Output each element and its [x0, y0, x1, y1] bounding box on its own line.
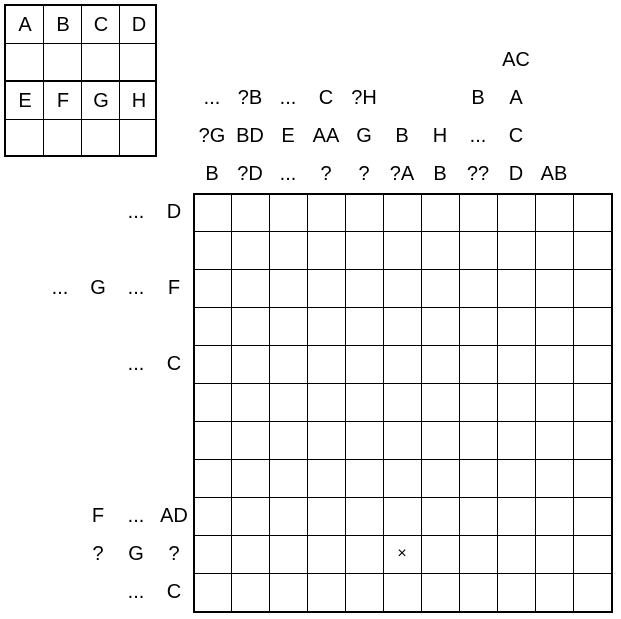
board-cell[interactable]: [231, 421, 269, 459]
board-cell[interactable]: [345, 459, 383, 497]
board-cell[interactable]: [497, 307, 535, 345]
board-cell[interactable]: [535, 535, 573, 573]
board-cell[interactable]: [421, 307, 459, 345]
row-clue: ?: [168, 543, 180, 565]
column-clue: E: [281, 125, 295, 147]
row-clue: AD: [160, 505, 188, 527]
board-cell[interactable]: [535, 345, 573, 383]
board-cell[interactable]: [345, 193, 383, 231]
board-cell[interactable]: [383, 193, 421, 231]
column-clue: D: [508, 163, 524, 185]
board-cell[interactable]: [535, 459, 573, 497]
row-clue: ...: [127, 201, 145, 223]
board-cell[interactable]: [421, 497, 459, 535]
column-clue: AC: [502, 49, 530, 71]
board-cell[interactable]: [231, 193, 269, 231]
board-cell[interactable]: [193, 345, 231, 383]
board-cell[interactable]: [535, 573, 573, 611]
column-clue: ?: [358, 163, 370, 185]
board-cell[interactable]: [231, 345, 269, 383]
column-clue: ?D: [237, 163, 263, 185]
column-clue: AB: [540, 163, 568, 185]
row-clue: G: [128, 543, 144, 565]
board-cell[interactable]: [497, 345, 535, 383]
legend-cell: B: [56, 14, 70, 36]
column-clue: ?G: [198, 125, 226, 147]
row-clue: F: [91, 505, 105, 527]
board-cell[interactable]: [535, 269, 573, 307]
legend-grid-line: [6, 80, 155, 82]
board-cell[interactable]: [535, 307, 573, 345]
legend-cell: [82, 44, 120, 82]
legend-cell: [6, 44, 44, 82]
board-cell[interactable]: [383, 535, 421, 573]
column-clue: C: [508, 125, 524, 147]
board-cell[interactable]: [383, 345, 421, 383]
board-cell[interactable]: [231, 535, 269, 573]
row-clue: ...: [127, 277, 145, 299]
board-cell[interactable]: [459, 345, 497, 383]
row-clue: F: [167, 277, 181, 299]
board-cell[interactable]: [193, 269, 231, 307]
column-clue: ...: [469, 125, 487, 147]
board-cell[interactable]: [231, 459, 269, 497]
board-cell[interactable]: [307, 307, 345, 345]
board-cell[interactable]: [269, 535, 307, 573]
board-cell[interactable]: [345, 573, 383, 611]
board-cell[interactable]: [497, 573, 535, 611]
board-cell[interactable]: [497, 421, 535, 459]
board-cell[interactable]: [535, 231, 573, 269]
column-clue: ?B: [237, 87, 263, 109]
board-cell[interactable]: [307, 535, 345, 573]
board-cell[interactable]: [269, 383, 307, 421]
board-cell[interactable]: [269, 269, 307, 307]
column-clue: G: [356, 125, 372, 147]
row-clue: G: [90, 277, 106, 299]
board-cell[interactable]: [421, 231, 459, 269]
board-cell[interactable]: [193, 231, 231, 269]
board-cell[interactable]: [193, 307, 231, 345]
board-cell[interactable]: [307, 421, 345, 459]
legend-cell: F: [56, 90, 70, 112]
board-cell[interactable]: [459, 421, 497, 459]
board-cell[interactable]: [573, 573, 611, 611]
column-clue: ??: [466, 163, 490, 185]
column-clue: AA: [312, 125, 340, 147]
column-clue: H: [432, 125, 448, 147]
board-cell[interactable]: [383, 421, 421, 459]
column-clue: ...: [279, 87, 297, 109]
board-cell[interactable]: [231, 269, 269, 307]
board-cell[interactable]: [459, 535, 497, 573]
column-clue: ...: [203, 87, 221, 109]
board-cell[interactable]: [269, 459, 307, 497]
board-cell[interactable]: [459, 573, 497, 611]
board-cell[interactable]: [193, 497, 231, 535]
row-clue: D: [166, 201, 182, 223]
board-cell[interactable]: [421, 459, 459, 497]
board-cell[interactable]: [345, 231, 383, 269]
board-cell[interactable]: [269, 497, 307, 535]
board-cell[interactable]: [383, 573, 421, 611]
row-clue: ...: [127, 581, 145, 603]
row-clue: ...: [127, 353, 145, 375]
board-cell[interactable]: [459, 307, 497, 345]
column-clue: ?: [320, 163, 332, 185]
board-cell[interactable]: [497, 269, 535, 307]
legend-grid-line: [119, 6, 120, 155]
legend-cell: G: [93, 90, 109, 112]
board-cell[interactable]: [421, 535, 459, 573]
board-cell[interactable]: [383, 459, 421, 497]
column-clue: ...: [279, 163, 297, 185]
board-cell[interactable]: [497, 383, 535, 421]
board-cell[interactable]: [421, 421, 459, 459]
board-cell[interactable]: [193, 459, 231, 497]
column-clue: BD: [236, 125, 264, 147]
board-cell[interactable]: [535, 193, 573, 231]
column-clue: B: [471, 87, 485, 109]
board-cell[interactable]: [573, 459, 611, 497]
board-cell[interactable]: [193, 421, 231, 459]
board-cell[interactable]: [573, 345, 611, 383]
board-cell[interactable]: [193, 383, 231, 421]
board-cell[interactable]: [383, 307, 421, 345]
puzzle-board: [193, 193, 613, 613]
board-cell[interactable]: [307, 497, 345, 535]
board-cell[interactable]: [573, 193, 611, 231]
board-cell[interactable]: [345, 535, 383, 573]
board-cell[interactable]: [307, 345, 345, 383]
row-clue: ...: [127, 505, 145, 527]
legend-cell: [44, 120, 82, 158]
board-cell[interactable]: [421, 269, 459, 307]
board-cell[interactable]: [383, 231, 421, 269]
board-cell[interactable]: [269, 421, 307, 459]
board-cell[interactable]: [269, 193, 307, 231]
board-cell[interactable]: [193, 193, 231, 231]
board-cell[interactable]: [307, 193, 345, 231]
board-cell[interactable]: [535, 383, 573, 421]
column-clue: B: [395, 125, 409, 147]
board-cell[interactable]: [459, 459, 497, 497]
board-cell[interactable]: [497, 497, 535, 535]
board-cell[interactable]: [459, 269, 497, 307]
board-cell[interactable]: [573, 383, 611, 421]
board-cell[interactable]: [345, 383, 383, 421]
board-cell[interactable]: [269, 307, 307, 345]
board-cell[interactable]: [383, 269, 421, 307]
board-cell[interactable]: [307, 459, 345, 497]
board-cell[interactable]: [231, 231, 269, 269]
cross-mark-icon: ×: [397, 545, 407, 562]
legend-cell: [120, 120, 158, 158]
board-cell[interactable]: [573, 231, 611, 269]
row-clue: C: [166, 353, 182, 375]
board-cell[interactable]: [193, 573, 231, 611]
board-cell[interactable]: [421, 193, 459, 231]
board-cell[interactable]: [269, 573, 307, 611]
column-clue: A: [509, 87, 523, 109]
legend-cell: [6, 120, 44, 158]
board-cell[interactable]: [307, 573, 345, 611]
board-cell[interactable]: [193, 535, 231, 573]
board-cell[interactable]: [459, 193, 497, 231]
board-cell[interactable]: [459, 231, 497, 269]
board-cell[interactable]: [383, 497, 421, 535]
board-cell[interactable]: [573, 497, 611, 535]
board-cell[interactable]: [535, 497, 573, 535]
board-cell[interactable]: [535, 421, 573, 459]
board-cell[interactable]: [497, 193, 535, 231]
board-cell[interactable]: [459, 497, 497, 535]
row-clue: C: [166, 581, 182, 603]
board-cell[interactable]: [345, 345, 383, 383]
legend-cell: [120, 44, 158, 82]
row-clue: ...: [51, 277, 69, 299]
board-cell[interactable]: [573, 307, 611, 345]
legend-cell: E: [18, 90, 32, 112]
board-cell[interactable]: [421, 573, 459, 611]
board-cell[interactable]: [307, 231, 345, 269]
board-cell[interactable]: [307, 269, 345, 307]
legend-cell: [44, 44, 82, 82]
board-cell[interactable]: [421, 345, 459, 383]
board-cell[interactable]: [269, 345, 307, 383]
board-cell[interactable]: [231, 383, 269, 421]
legend-cell: [82, 120, 120, 158]
column-clue: ?A: [389, 163, 415, 185]
board-cell[interactable]: [497, 459, 535, 497]
board-cell[interactable]: [573, 535, 611, 573]
column-clue: C: [318, 87, 334, 109]
board-cell[interactable]: [497, 535, 535, 573]
board-cell[interactable]: [573, 269, 611, 307]
board-cell[interactable]: [231, 307, 269, 345]
board-cell[interactable]: [421, 383, 459, 421]
board-cell[interactable]: [269, 231, 307, 269]
board-cell[interactable]: [231, 497, 269, 535]
row-clue: ?: [92, 543, 104, 565]
legend-grid-line: [6, 119, 155, 120]
board-cell[interactable]: [345, 421, 383, 459]
legend-cell: C: [93, 14, 109, 36]
letter-legend-grid: [4, 4, 157, 157]
board-cell[interactable]: [459, 383, 497, 421]
board-cell[interactable]: [345, 269, 383, 307]
column-clue: B: [433, 163, 447, 185]
board-cell[interactable]: [307, 383, 345, 421]
board-cell[interactable]: [573, 421, 611, 459]
board-cell[interactable]: [345, 307, 383, 345]
board-cell[interactable]: [383, 383, 421, 421]
board-cell[interactable]: [497, 231, 535, 269]
column-clue: B: [205, 163, 219, 185]
legend-cell: H: [131, 90, 147, 112]
legend-cell: D: [131, 14, 147, 36]
column-clue: ?H: [351, 87, 377, 109]
legend-cell: A: [18, 14, 32, 36]
board-cell[interactable]: [231, 573, 269, 611]
board-cell[interactable]: [345, 497, 383, 535]
